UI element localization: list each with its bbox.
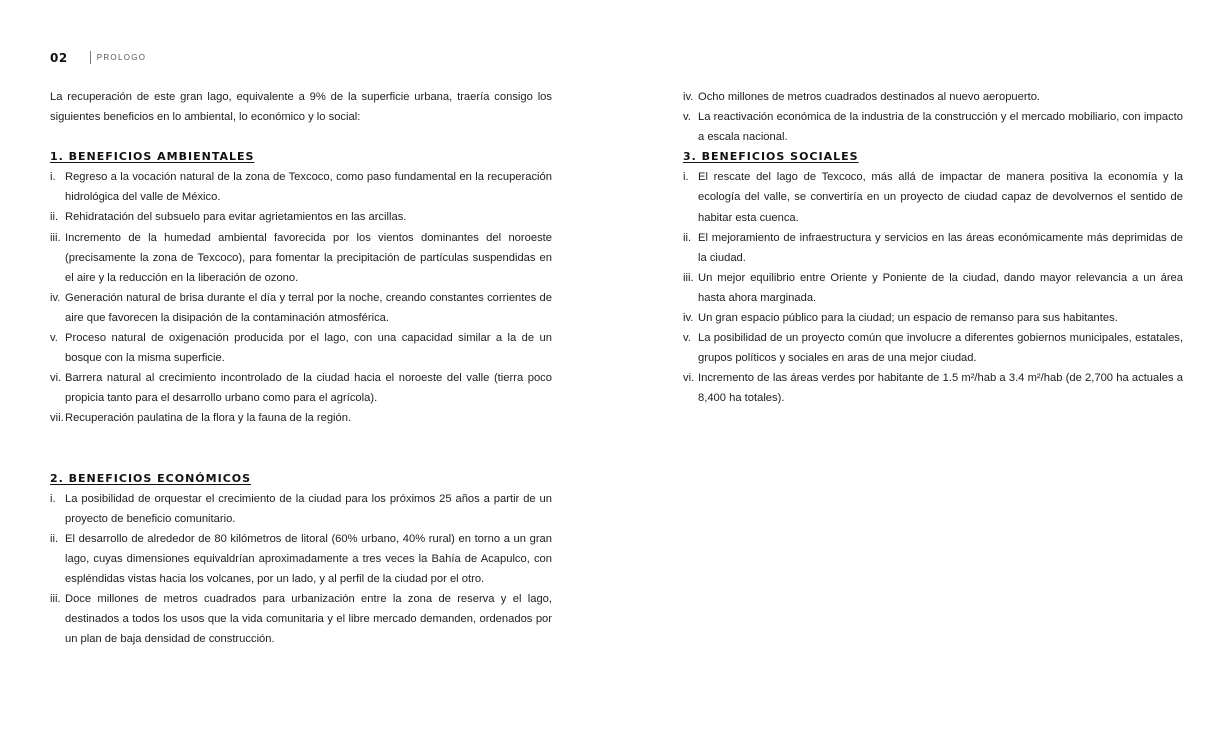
list-marker: vi. [683, 372, 695, 385]
list-item-text: Regreso a la vocación natural de la zona de Texcoco, como paso fundamental en la recuperación hidrológica del valle de México. [65, 171, 552, 204]
list-marker: iv. [683, 91, 694, 103]
list-marker: ii. [50, 532, 59, 545]
list-marker: ii. [50, 211, 59, 224]
list-marker: v. [683, 111, 691, 124]
list-item-text: Incremento de las áreas verdes por habitante de 1.5 m²/hab a 3.4 m²/hab (de 2,700 ha actuales a 8,400 ha totales). [698, 372, 1183, 405]
list-marker: iii. [50, 593, 61, 606]
economic-benefits-heading: 2. BENEFICIOS ECONÓMICOS [50, 471, 252, 485]
list-item-text: Rehidratación del subsuelo para evitar agrietamientos en las arcillas. [65, 211, 407, 224]
list-item [683, 87, 1183, 107]
environmental-benefits-list [50, 167, 552, 428]
social-benefits-heading: 3. BENEFICIOS SOCIALES [683, 150, 859, 164]
list-item [50, 489, 552, 529]
list-marker: vii. [50, 412, 64, 425]
list-marker: iv. [50, 291, 61, 304]
list-item [50, 589, 552, 649]
list-item-text: Recuperación paulatina de la flora y la fauna de la región. [65, 412, 352, 425]
list-marker: ii. [683, 231, 692, 244]
intro-paragraph: La recuperación de este gran lago, equivalente a 9% de la superficie urbana, traería consigo los siguientes beneficios en lo ambiental, lo económico y lo social: [50, 91, 552, 124]
list-item [50, 328, 552, 368]
list-item-text: El rescate del lago de Texcoco, más allá de impactar de manera positiva la economía y la ecología del valle, se convertiría en un proyecto de ciudad capaz de devolvernos el sentido de habitar esta cuenca. [698, 171, 1183, 224]
list-marker: i. [50, 492, 56, 505]
list-item [50, 167, 552, 207]
list-item-text: Ocho millones de metros cuadrados destinados al nuevo aeropuerto. [698, 91, 1041, 103]
list-item [50, 368, 552, 408]
list-item [683, 107, 1183, 147]
list-item-text: Un gran espacio público para la ciudad; un espacio de remanso para sus habitantes. [698, 312, 1118, 325]
list-marker: iii. [683, 271, 694, 284]
list-item [50, 228, 552, 288]
list-item-text: La posibilidad de orquestar el crecimiento de la ciudad para los próximos 25 años a partir de un proyecto de beneficio comunitario. [65, 492, 552, 525]
list-item [50, 207, 552, 227]
section-label: PROLOGO [96, 53, 147, 62]
list-marker: v. [50, 332, 58, 345]
economic-benefits-list [50, 489, 552, 650]
list-item [50, 529, 552, 589]
list-item [683, 167, 1183, 227]
list-item-text: El desarrollo de alrededor de 80 kilómetros de litoral (60% urbano, 40% rural) en torno a un gran lago, cuyas dimensiones equivaldrían aproximadamente a tres veces la Bahía de Acapulco, con espléndidas vistas hacia los volcanes, por un lado, y al perfil de la ciudad por el otro. [65, 532, 552, 585]
list-item [50, 408, 552, 428]
list-item-text: Proceso natural de oxigenación producida por el lago, con una capacidad similar a la de un bosque con la misma superficie. [65, 332, 552, 365]
list-item [683, 308, 1183, 328]
list-marker: i. [683, 171, 689, 184]
page-header [50, 50, 146, 65]
list-item-text: La reactivación económica de la industria de la construcción y el mercado mobiliario, con impacto a escala nacional. [698, 111, 1183, 144]
list-marker: iii. [50, 231, 61, 244]
list-marker: vi. [50, 372, 62, 385]
list-item [50, 288, 552, 328]
list-item [683, 328, 1183, 368]
page-number: 02 [50, 50, 68, 65]
list-item-text: La posibilidad de un proyecto común que involucre a diferentes gobiernos municipales, estatales, grupos políticos y sociales en aras de una mejor ciudad. [698, 332, 1183, 365]
list-item [683, 268, 1183, 308]
list-item [683, 228, 1183, 268]
social-benefits-list [683, 167, 1183, 408]
list-item-text: Barrera natural al crecimiento incontrolado de la ciudad hacia el noroeste del valle (tierra poco propicia tanto para el desarrollo urbano como para el agrícola). [65, 372, 552, 405]
list-item-text: Un mejor equilibrio entre Oriente y Poniente de la ciudad, dando mayor relevancia a un área hasta ahora marginada. [698, 271, 1183, 304]
list-marker: iv. [683, 312, 694, 325]
header-divider [90, 51, 91, 64]
list-item-text: Incremento de la humedad ambiental favorecida por los vientos dominantes del noroeste (precisamente la zona de Texcoco), para fomentar la precipitación de partículas suspendidas en el aire y la reducción en la liberación de ozono. [65, 231, 552, 284]
list-item-text: Generación natural de brisa durante el día y terral por la noche, creando constantes corrientes de aire que favorecen la disipación de la contaminación atmosférica. [65, 291, 552, 324]
list-marker: v. [683, 332, 691, 345]
list-item-text: El mejoramiento de infraestructura y servicios en las áreas económicamente más deprimidas de la ciudad. [698, 231, 1183, 264]
list-item-text: Doce millones de metros cuadrados para urbanización entre la zona de reserva y el lago, destinados a todos los usos que la vida comunitaria y el libre mercado demanden, ordenados por un plan de baja densidad de construcción. [65, 593, 552, 646]
list-marker: i. [50, 171, 56, 184]
economic-benefits-list-continued [683, 87, 1183, 147]
environmental-benefits-heading: 1. BENEFICIOS AMBIENTALES [50, 150, 255, 164]
right-column [683, 87, 1183, 409]
left-column [50, 87, 552, 649]
list-item [683, 368, 1183, 408]
